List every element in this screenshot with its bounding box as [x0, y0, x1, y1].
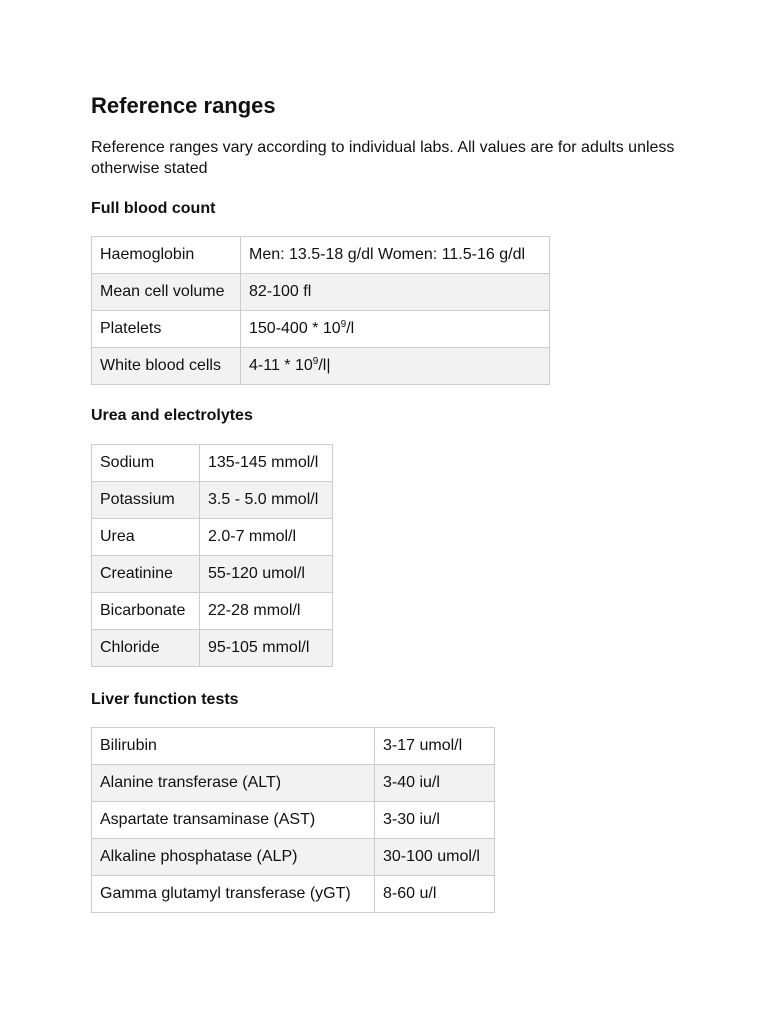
test-name: White blood cells	[92, 348, 241, 385]
range-base: 4-11 * 10	[249, 357, 313, 374]
table-row	[92, 519, 333, 556]
table-row	[92, 630, 333, 667]
test-range: 95-105 mmol/l	[200, 630, 333, 667]
section-heading-full-blood-count: Full blood count	[91, 200, 216, 217]
range-exponent: 9	[340, 319, 347, 330]
range-unit: /l|	[318, 357, 331, 374]
test-name: Platelets	[92, 311, 241, 348]
test-name: Alanine transferase (ALT)	[92, 765, 375, 802]
test-name: Chloride	[92, 630, 200, 667]
test-name: Haemoglobin	[92, 237, 241, 274]
test-range: 3-17 umol/l	[375, 728, 495, 765]
test-range	[241, 311, 550, 348]
table-row	[92, 876, 495, 913]
test-range	[241, 348, 550, 385]
table-row	[92, 237, 550, 274]
intro-paragraph: Reference ranges vary according to individual labs. All values are for adults unless otherwise stated	[91, 139, 675, 177]
range-unit: /l	[346, 320, 355, 337]
test-range: Men: 13.5-18 g/dl Women: 11.5-16 g/dl	[241, 237, 550, 274]
table-row	[92, 445, 333, 482]
test-range: 55-120 umol/l	[200, 556, 333, 593]
table-row	[92, 765, 495, 802]
table-row	[92, 802, 495, 839]
test-name: Bilirubin	[92, 728, 375, 765]
test-range: 2.0-7 mmol/l	[200, 519, 333, 556]
table-row	[92, 593, 333, 630]
test-name: Mean cell volume	[92, 274, 241, 311]
table-row	[92, 348, 550, 385]
table-row	[92, 311, 550, 348]
test-name: Creatinine	[92, 556, 200, 593]
table-row	[92, 556, 333, 593]
test-name: Gamma glutamyl transferase (yGT)	[92, 876, 375, 913]
test-range: 22-28 mmol/l	[200, 593, 333, 630]
table-row	[92, 482, 333, 519]
test-range: 3.5 - 5.0 mmol/l	[200, 482, 333, 519]
test-name: Urea	[92, 519, 200, 556]
test-range: 82-100 fl	[241, 274, 550, 311]
test-range: 3-30 iu/l	[375, 802, 495, 839]
full-blood-count-table	[91, 236, 550, 385]
test-range: 30-100 umol/l	[375, 839, 495, 876]
test-range: 135-145 mmol/l	[200, 445, 333, 482]
test-name: Potassium	[92, 482, 200, 519]
table-row	[92, 839, 495, 876]
test-name: Alkaline phosphatase (ALP)	[92, 839, 375, 876]
test-range: 8-60 u/l	[375, 876, 495, 913]
table-row	[92, 728, 495, 765]
section-heading-urea-and-electrolytes: Urea and electrolytes	[91, 407, 253, 424]
range-exponent: 9	[312, 356, 319, 367]
test-name: Bicarbonate	[92, 593, 200, 630]
section-heading-liver-function-tests: Liver function tests	[91, 691, 239, 708]
test-range: 3-40 iu/l	[375, 765, 495, 802]
table-row	[92, 274, 550, 311]
page-title: Reference ranges	[91, 93, 276, 118]
urea-electrolytes-table	[91, 444, 333, 667]
test-name: Sodium	[92, 445, 200, 482]
range-base: 150-400 * 10	[249, 320, 341, 337]
liver-function-table	[91, 727, 495, 913]
test-name: Aspartate transaminase (AST)	[92, 802, 375, 839]
